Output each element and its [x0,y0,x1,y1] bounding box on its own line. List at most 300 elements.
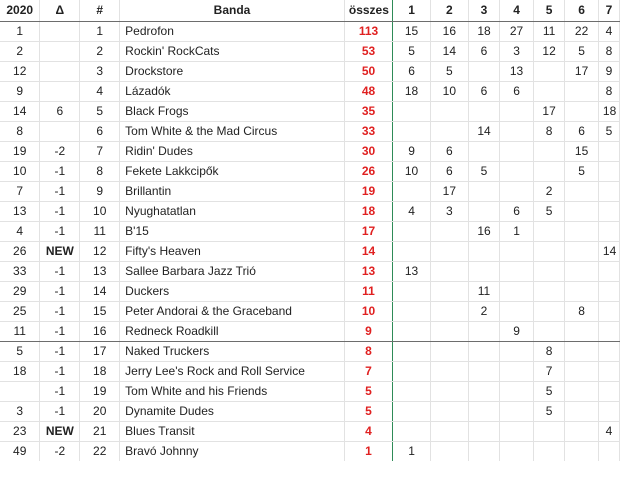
cell-round-4[interactable]: 13 [500,61,534,81]
cell-round-1[interactable] [393,301,431,321]
cell-round-3[interactable] [468,201,499,221]
cell-round-4[interactable]: 27 [500,21,534,41]
table-row [0,121,620,141]
cell-rank[interactable]: 6 [80,121,120,141]
cell-2020[interactable]: 5 [0,341,40,361]
cell-total[interactable]: 113 [344,21,392,41]
table-row [0,221,620,241]
cell-rank[interactable]: 13 [80,261,120,281]
cell-round-7[interactable] [598,441,619,461]
table-row [0,141,620,161]
cell-round-4[interactable] [500,361,534,381]
cell-rank[interactable]: 5 [80,101,120,121]
header-round-2[interactable]: 2 [430,0,468,21]
cell-round-5[interactable] [533,261,564,281]
header-band[interactable]: Banda [120,0,345,21]
cell-round-7[interactable]: 18 [598,101,619,121]
table-body [0,21,620,461]
header-round-5[interactable]: 5 [533,0,564,21]
cell-round-2[interactable] [430,221,468,241]
cell-total[interactable]: 8 [344,341,392,361]
cell-band[interactable]: Fifty's Heaven [120,241,345,261]
cell-round-7[interactable] [598,141,619,161]
cell-rank[interactable]: 20 [80,401,120,421]
header-round-6[interactable]: 6 [565,0,599,21]
cell-2020[interactable]: 12 [0,61,40,81]
cell-round-3[interactable]: 2 [468,301,499,321]
cell-total[interactable]: 7 [344,361,392,381]
cell-round-7[interactable] [598,161,619,181]
cell-2020[interactable]: 10 [0,161,40,181]
cell-round-5[interactable] [533,221,564,241]
cell-round-5[interactable]: 2 [533,181,564,201]
cell-round-7[interactable] [598,361,619,381]
table-row [0,261,620,281]
cell-delta[interactable]: -1 [40,381,80,401]
cell-total[interactable]: 18 [344,201,392,221]
cell-total[interactable]: 48 [344,81,392,101]
cell-round-3[interactable] [468,361,499,381]
cell-round-5[interactable] [533,321,564,341]
cell-round-6[interactable]: 5 [565,161,599,181]
cell-round-2[interactable]: 6 [430,141,468,161]
cell-round-3[interactable] [468,101,499,121]
cell-round-1[interactable]: 18 [393,81,431,101]
cell-rank[interactable]: 7 [80,141,120,161]
cell-delta[interactable]: -2 [40,141,80,161]
cell-total[interactable]: 19 [344,181,392,201]
cell-rank[interactable]: 17 [80,341,120,361]
header-delta[interactable]: Δ [40,0,80,21]
cell-delta[interactable] [40,41,80,61]
cell-delta[interactable]: 6 [40,101,80,121]
cell-2020[interactable]: 1 [0,21,40,41]
cell-round-4[interactable]: 6 [500,201,534,221]
cell-band[interactable]: B'15 [120,221,345,241]
cell-2020[interactable]: 8 [0,121,40,141]
header-round-4[interactable]: 4 [500,0,534,21]
cell-2020[interactable]: 25 [0,301,40,321]
table-row [0,61,620,81]
cell-round-2[interactable] [430,281,468,301]
cell-2020[interactable]: 7 [0,181,40,201]
cell-round-5[interactable]: 8 [533,121,564,141]
cell-total[interactable]: 33 [344,121,392,141]
cell-round-6[interactable] [565,201,599,221]
cell-round-1[interactable] [393,361,431,381]
cell-round-3[interactable] [468,441,499,461]
cell-band[interactable]: Nyughatatlan [120,201,345,221]
cell-delta[interactable] [40,121,80,141]
cell-round-1[interactable] [393,381,431,401]
cell-total[interactable]: 17 [344,221,392,241]
cell-2020[interactable]: 3 [0,401,40,421]
cell-round-1[interactable]: 9 [393,141,431,161]
cell-round-2[interactable] [430,381,468,401]
cell-round-4[interactable] [500,141,534,161]
cell-band[interactable]: Pedrofon [120,21,345,41]
cell-2020[interactable]: 14 [0,101,40,121]
cell-round-6[interactable] [565,281,599,301]
cell-round-1[interactable]: 10 [393,161,431,181]
cell-total[interactable]: 13 [344,261,392,281]
cell-round-1[interactable]: 15 [393,21,431,41]
cell-round-2[interactable]: 14 [430,41,468,61]
cell-band[interactable]: Jerry Lee's Rock and Roll Service [120,361,345,381]
cell-round-6[interactable] [565,181,599,201]
cell-band[interactable]: Redneck Roadkill [120,321,345,341]
cell-total[interactable]: 53 [344,41,392,61]
cell-round-3[interactable]: 6 [468,81,499,101]
cell-round-6[interactable]: 22 [565,21,599,41]
cell-round-1[interactable] [393,321,431,341]
cell-round-1[interactable] [393,421,431,441]
cell-rank[interactable]: 19 [80,381,120,401]
cell-band[interactable]: Tom White and his Friends [120,381,345,401]
cell-round-2[interactable] [430,101,468,121]
cell-rank[interactable]: 14 [80,281,120,301]
cell-rank[interactable]: 11 [80,221,120,241]
table-row [0,201,620,221]
cell-rank[interactable]: 21 [80,421,120,441]
cell-round-3[interactable] [468,261,499,281]
cell-round-3[interactable] [468,61,499,81]
cell-round-5[interactable] [533,141,564,161]
cell-round-5[interactable] [533,81,564,101]
cell-round-2[interactable] [430,361,468,381]
cell-total[interactable]: 9 [344,321,392,341]
cell-total[interactable]: 11 [344,281,392,301]
cell-round-6[interactable] [565,401,599,421]
cell-round-5[interactable] [533,301,564,321]
table-row [0,401,620,421]
cell-delta[interactable]: -1 [40,281,80,301]
cell-round-7[interactable] [598,201,619,221]
cell-round-5[interactable] [533,421,564,441]
cell-round-2[interactable]: 3 [430,201,468,221]
cell-round-1[interactable]: 1 [393,441,431,461]
cell-total[interactable]: 50 [344,61,392,81]
cell-round-7[interactable]: 9 [598,61,619,81]
cell-rank[interactable]: 8 [80,161,120,181]
cell-round-1[interactable] [393,121,431,141]
cell-rank[interactable]: 10 [80,201,120,221]
cell-round-3[interactable]: 14 [468,121,499,141]
cell-round-2[interactable] [430,341,468,361]
header-rank[interactable]: # [80,0,120,21]
header-row [0,0,620,21]
cell-2020[interactable]: 11 [0,321,40,341]
cell-rank[interactable]: 3 [80,61,120,81]
cell-2020[interactable]: 29 [0,281,40,301]
cell-band[interactable]: Fekete Lakkcipők [120,161,345,181]
cell-round-3[interactable] [468,381,499,401]
cell-round-7[interactable] [598,181,619,201]
cell-rank[interactable]: 22 [80,441,120,461]
cell-round-5[interactable] [533,441,564,461]
cell-round-5[interactable]: 5 [533,381,564,401]
cell-delta[interactable] [40,21,80,41]
cell-total[interactable]: 14 [344,241,392,261]
cell-round-2[interactable] [430,241,468,261]
cell-rank[interactable]: 12 [80,241,120,261]
table-row [0,21,620,41]
cell-round-2[interactable]: 16 [430,21,468,41]
cell-2020[interactable]: 33 [0,261,40,281]
cell-round-5[interactable]: 5 [533,401,564,421]
header-total[interactable]: összes [344,0,392,21]
cell-round-4[interactable] [500,181,534,201]
cell-total[interactable]: 5 [344,381,392,401]
cell-round-7[interactable]: 8 [598,41,619,61]
cell-round-1[interactable] [393,341,431,361]
cell-round-5[interactable]: 17 [533,101,564,121]
cell-round-4[interactable] [500,261,534,281]
table-row [0,421,620,441]
cell-round-2[interactable] [430,321,468,341]
cell-round-2[interactable] [430,441,468,461]
cell-round-5[interactable] [533,61,564,81]
table-row [0,161,620,181]
table-row [0,101,620,121]
header-round-1[interactable]: 1 [393,0,431,21]
cell-round-7[interactable]: 8 [598,81,619,101]
cell-round-7[interactable] [598,341,619,361]
cell-round-7[interactable]: 14 [598,241,619,261]
cell-round-7[interactable] [598,261,619,281]
cell-round-4[interactable] [500,341,534,361]
cell-round-6[interactable] [565,81,599,101]
cell-delta[interactable]: -1 [40,341,80,361]
cell-delta[interactable] [40,61,80,81]
cell-round-5[interactable]: 8 [533,341,564,361]
cell-round-4[interactable] [500,241,534,261]
cell-delta[interactable]: -1 [40,201,80,221]
cell-round-1[interactable] [393,241,431,261]
cell-band[interactable]: Bravó Johnny [120,441,345,461]
cell-round-4[interactable] [500,101,534,121]
cell-round-4[interactable] [500,161,534,181]
cell-total[interactable]: 1 [344,441,392,461]
cell-round-1[interactable]: 5 [393,41,431,61]
cell-round-2[interactable] [430,121,468,141]
cell-round-3[interactable] [468,401,499,421]
cell-round-3[interactable] [468,141,499,161]
cell-rank[interactable]: 16 [80,321,120,341]
cell-total[interactable]: 35 [344,101,392,121]
header-year[interactable]: 2020 [0,0,40,21]
header-round-3[interactable]: 3 [468,0,499,21]
cell-round-5[interactable] [533,281,564,301]
cell-2020[interactable] [0,381,40,401]
cell-round-3[interactable]: 16 [468,221,499,241]
cell-delta[interactable]: -1 [40,181,80,201]
cell-rank[interactable]: 18 [80,361,120,381]
cell-delta[interactable]: NEW [40,241,80,261]
cell-delta[interactable]: -1 [40,321,80,341]
cell-round-6[interactable]: 5 [565,41,599,61]
cell-2020[interactable]: 19 [0,141,40,161]
cell-delta[interactable]: -1 [40,221,80,241]
cell-round-4[interactable] [500,441,534,461]
cell-round-6[interactable] [565,261,599,281]
cell-round-2[interactable] [430,301,468,321]
cell-2020[interactable]: 18 [0,361,40,381]
cell-round-4[interactable] [500,121,534,141]
cell-band[interactable]: Blues Transit [120,421,345,441]
table-row [0,81,620,101]
cell-band[interactable]: Naked Truckers [120,341,345,361]
cell-delta[interactable]: -1 [40,301,80,321]
cell-round-6[interactable] [565,341,599,361]
cell-round-1[interactable] [393,221,431,241]
cell-round-3[interactable] [468,341,499,361]
table-row [0,41,620,61]
cell-round-3[interactable] [468,321,499,341]
cell-delta[interactable]: NEW [40,421,80,441]
cell-rank[interactable]: 1 [80,21,120,41]
table-row [0,341,620,361]
cell-round-6[interactable] [565,381,599,401]
cell-round-4[interactable]: 9 [500,321,534,341]
cell-round-6[interactable] [565,321,599,341]
cell-total[interactable]: 10 [344,301,392,321]
cell-round-1[interactable]: 13 [393,261,431,281]
cell-band[interactable]: Peter Andorai & the Graceband [120,301,345,321]
cell-round-2[interactable] [430,261,468,281]
cell-round-3[interactable] [468,421,499,441]
cell-round-7[interactable] [598,401,619,421]
cell-round-7[interactable] [598,301,619,321]
table-row [0,381,620,401]
cell-round-4[interactable] [500,301,534,321]
table-row [0,281,620,301]
cell-band[interactable]: Rockin' RockCats [120,41,345,61]
cell-band[interactable]: Black Frogs [120,101,345,121]
cell-round-6[interactable]: 6 [565,121,599,141]
table-row [0,181,620,201]
cell-band[interactable]: Sallee Barbara Jazz Trió [120,261,345,281]
cell-band[interactable]: Drockstore [120,61,345,81]
cell-delta[interactable]: -1 [40,361,80,381]
cell-round-2[interactable]: 17 [430,181,468,201]
cell-round-4[interactable] [500,281,534,301]
cell-round-6[interactable] [565,101,599,121]
cell-total[interactable]: 5 [344,401,392,421]
cell-round-4[interactable]: 1 [500,221,534,241]
cell-round-3[interactable] [468,241,499,261]
cell-round-5[interactable]: 7 [533,361,564,381]
cell-round-3[interactable] [468,181,499,201]
cell-2020[interactable]: 4 [0,221,40,241]
cell-delta[interactable] [40,81,80,101]
cell-delta[interactable]: -1 [40,401,80,421]
cell-2020[interactable]: 9 [0,81,40,101]
cell-round-3[interactable]: 11 [468,281,499,301]
cell-total[interactable]: 30 [344,141,392,161]
table-row [0,301,620,321]
table-row [0,441,620,461]
cell-round-5[interactable]: 12 [533,41,564,61]
table-row [0,321,620,341]
cell-round-7[interactable]: 4 [598,21,619,41]
cell-rank[interactable]: 2 [80,41,120,61]
cell-round-6[interactable]: 15 [565,141,599,161]
cell-round-7[interactable] [598,221,619,241]
header-round-7[interactable]: 7 [598,0,619,21]
cell-round-1[interactable] [393,101,431,121]
cell-round-2[interactable]: 5 [430,61,468,81]
cell-round-1[interactable] [393,281,431,301]
cell-band[interactable]: Duckers [120,281,345,301]
cell-band[interactable]: Lázadók [120,81,345,101]
cell-round-1[interactable] [393,181,431,201]
cell-round-2[interactable]: 10 [430,81,468,101]
cell-round-5[interactable]: 11 [533,21,564,41]
cell-round-3[interactable]: 18 [468,21,499,41]
cell-round-7[interactable] [598,281,619,301]
cell-round-4[interactable]: 6 [500,81,534,101]
cell-round-5[interactable] [533,241,564,261]
cell-total[interactable]: 26 [344,161,392,181]
table-row [0,361,620,381]
cell-round-2[interactable]: 6 [430,161,468,181]
cell-total[interactable]: 4 [344,421,392,441]
cell-round-2[interactable] [430,401,468,421]
cell-round-3[interactable]: 5 [468,161,499,181]
cell-round-7[interactable]: 5 [598,121,619,141]
cell-round-7[interactable] [598,321,619,341]
cell-round-6[interactable]: 8 [565,301,599,321]
cell-delta[interactable]: -1 [40,261,80,281]
cell-round-1[interactable] [393,401,431,421]
cell-2020[interactable]: 13 [0,201,40,221]
cell-rank[interactable]: 4 [80,81,120,101]
cell-delta[interactable]: -2 [40,441,80,461]
cell-round-5[interactable] [533,161,564,181]
cell-round-6[interactable] [565,441,599,461]
cell-round-4[interactable] [500,421,534,441]
cell-round-4[interactable]: 3 [500,41,534,61]
cell-round-7[interactable] [598,381,619,401]
cell-band[interactable]: Tom White & the Mad Circus [120,121,345,141]
cell-round-1[interactable]: 4 [393,201,431,221]
cell-round-4[interactable] [500,381,534,401]
cell-round-3[interactable]: 6 [468,41,499,61]
cell-round-4[interactable] [500,401,534,421]
cell-2020[interactable]: 23 [0,421,40,441]
cell-band[interactable]: Ridin' Dudes [120,141,345,161]
cell-round-1[interactable]: 6 [393,61,431,81]
cell-2020[interactable]: 26 [0,241,40,261]
cell-rank[interactable]: 15 [80,301,120,321]
cell-round-6[interactable] [565,421,599,441]
cell-band[interactable]: Dynamite Dudes [120,401,345,421]
cell-2020[interactable]: 49 [0,441,40,461]
table-row [0,241,620,261]
cell-round-2[interactable] [430,421,468,441]
cell-delta[interactable]: -1 [40,161,80,181]
cell-round-6[interactable] [565,221,599,241]
cell-round-6[interactable] [565,361,599,381]
cell-rank[interactable]: 9 [80,181,120,201]
cell-round-6[interactable] [565,241,599,261]
cell-round-5[interactable]: 5 [533,201,564,221]
cell-round-7[interactable]: 4 [598,421,619,441]
cell-band[interactable]: Brillantin [120,181,345,201]
cell-2020[interactable]: 2 [0,41,40,61]
cell-round-6[interactable]: 17 [565,61,599,81]
